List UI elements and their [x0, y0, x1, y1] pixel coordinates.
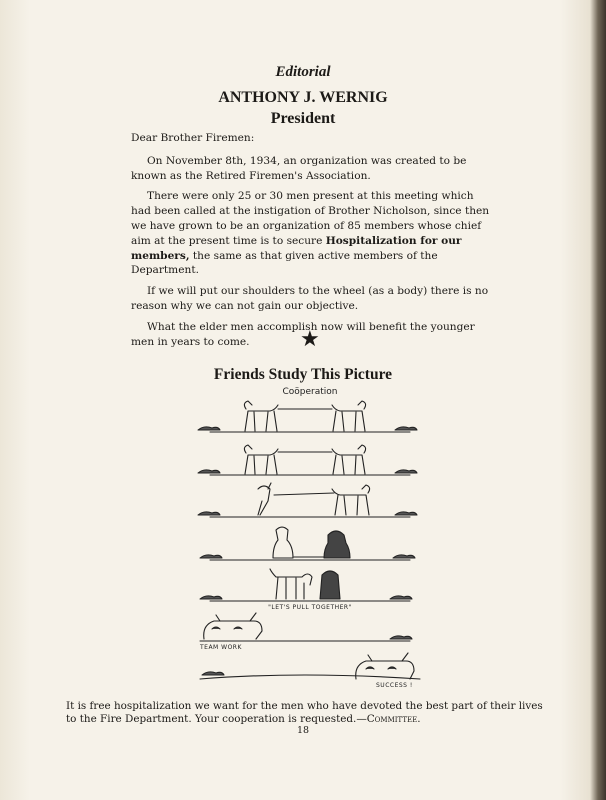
author-name: ANTHONY J. WERNIG	[218, 89, 388, 106]
paragraph-4: What the elder men accomplish now will benefit the younger men in years to come.	[131, 320, 475, 348]
paragraph-1: On November 8th, 1934, an organization was created to be known as the Retired Firemen's Association.	[131, 154, 467, 182]
label-team-work: TEAM WORK	[200, 644, 242, 651]
star-icon: ★	[300, 327, 320, 352]
section-title: Editorial	[275, 64, 331, 80]
label-pull-together: "LET'S PULL TOGETHER"	[268, 604, 352, 611]
panel-2	[198, 445, 417, 475]
panel-1	[198, 401, 417, 432]
closing-caption	[66, 700, 546, 726]
paragraph-3: If we will put our shoulders to the wheel (as a body) there is no reason why we can not gain our objective.	[131, 285, 489, 312]
page-number: 18	[296, 725, 310, 736]
cooperation-cartoon	[190, 385, 430, 697]
panel-7	[200, 653, 420, 679]
paragraph-2-end: the same as that given active members of the Department.	[131, 249, 438, 277]
paragraph-2-bold: Hospitalization for our members,	[131, 234, 462, 262]
panel-6	[200, 613, 412, 641]
picture-heading: Friends Study This Picture	[213, 366, 393, 383]
panel-3	[198, 483, 417, 517]
cartoon-subtitle: Coöperation	[282, 387, 338, 397]
label-success: SUCCESS !	[376, 682, 413, 689]
caption-signature: Committee.	[366, 713, 421, 725]
panel-4	[200, 527, 415, 560]
paragraph-2	[131, 189, 491, 278]
salutation: Dear Brother Firemen:	[131, 132, 255, 144]
author-title: President	[270, 110, 336, 127]
paragraph-2-text: There were only 25 or 30 men present at this meeting which had been called at the instigation of Brother Nicholson, since then we have grown to be an organization of 85 members whose chief aim at the present time is to secure	[131, 190, 490, 247]
letter-body	[131, 131, 491, 355]
caption-text: It is free hospitalization we want for the men who have devoted the best part of their lives to the Fire Department. Your cooperation is requested.—	[66, 700, 543, 725]
panel-5	[200, 569, 412, 601]
